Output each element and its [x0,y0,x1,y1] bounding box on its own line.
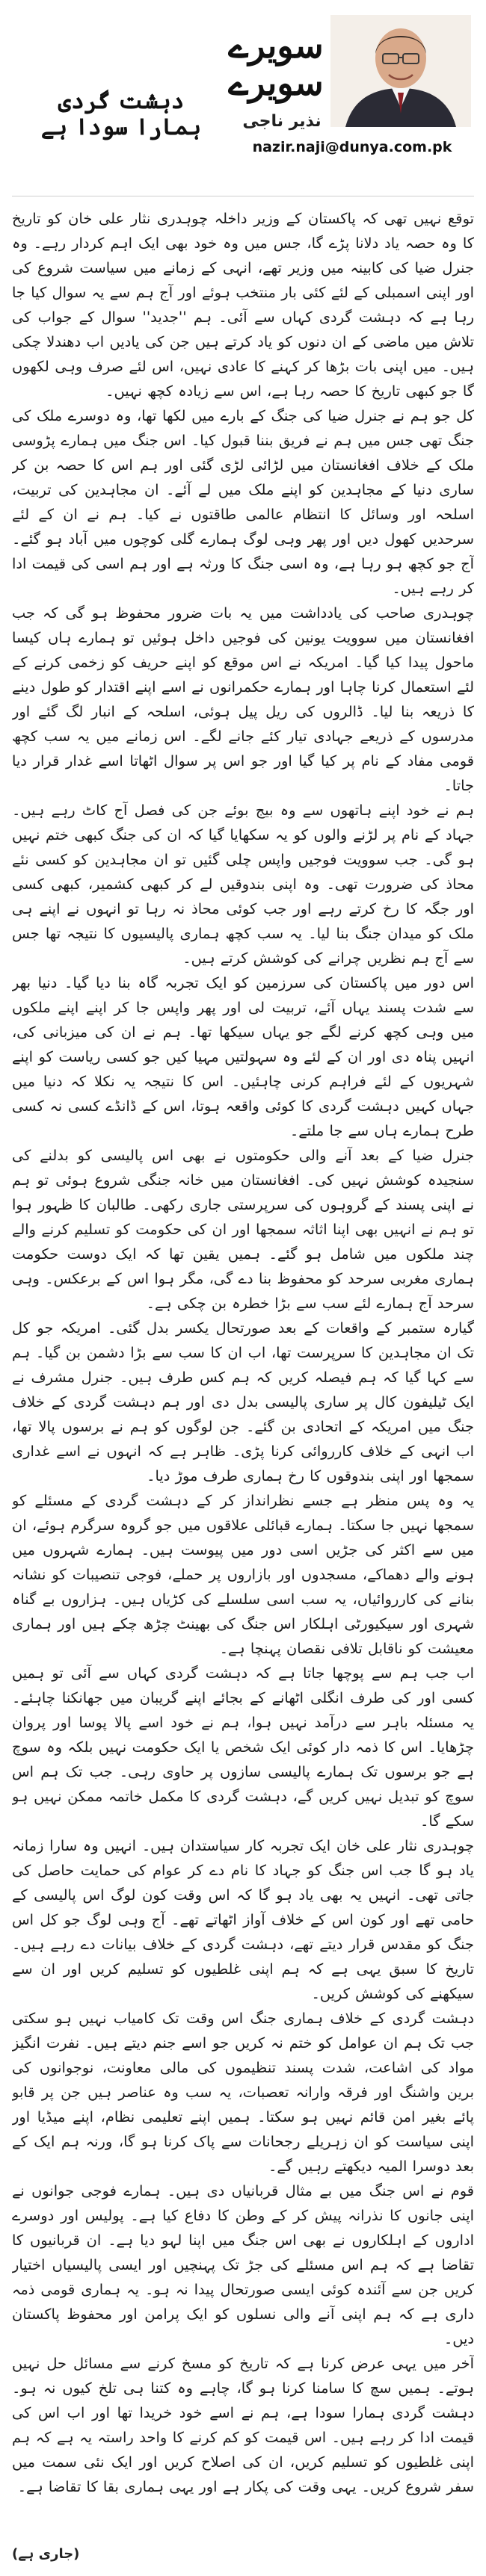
article-paragraph: آخر میں یہی عرض کرنا ہے کہ تاریخ کو مسخ کرنے سے مسائل حل نہیں ہوتے۔ ہمیں سچ کا سامنا کرنا ہو گا، چاہے وہ کتنا ہی تلخ کیوں نہ ہو۔ دہشت گردی ہمارا سودا ہے، ہم نے اسے خود خریدا تھا اور اب اس کی قیمت ادا کر رہے ہیں۔ اس قیمت کو کم کرنے کا واحد راستہ یہ ہے کہ ہم اپنی غلطیوں کو تسلیم کریں، ان کی اصلاح کریں اور ایک نئی سمت میں سفر شروع کریں۔ یہی وقت کی پکار ہے اور یہی ہماری بقا کا تقاضا ہے۔ [12,2355,474,2495]
article-paragraph: گیارہ ستمبر کے واقعات کے بعد صورتحال یکسر بدل گئی۔ امریکہ جو کل تک ان مجاہدین کا سرپرست تھا، اب ان کا سب سے بڑا دشمن بن گیا۔ ہم سے کہا گیا کہ ہم فیصلہ کریں کہ ہم کس طرف ہیں۔ جنرل مشرف نے ایک ٹیلیفون کال پر ساری پالیسی بدل دی اور ہم دہشت گردی کے خلاف جنگ میں امریکہ کے اتحادی بن گئے۔ جن لوگوں کو ہم نے برسوں پالا تھا، اب انہی کے خلاف کارروائی کرنا پڑی۔ ظاہر ہے کہ انہوں نے اسے غداری سمجھا اور اپنی بندوقوں کا رخ ہماری طرف موڑ دیا۔ [12,1319,474,1484]
article-paragraph: چوہدری صاحب کی یادداشت میں یہ بات ضرور محفوظ ہو گی کہ جب افغانستان میں سوویت یونین کی فوجیں داخل ہوئیں تو ہمارے ہاں کیسا ماحول پیدا کیا گیا۔ امریکہ نے اس موقع کو اپنے حریف کو زخمی کرنے کے لئے استعمال کرنا چاہا اور ہمارے حکمرانوں نے اسے اپنے اقتدار کو طول دینے کا ذریعہ بنا لیا۔ ڈالروں کی ریل پیل ہوئی، اسلحہ کے انبار لگ گئے اور مدرسوں کے ذریعے جہادی تیار کئے جانے لگے۔ اس زمانے میں یہ سب کچھ قومی مفاد کے نام پر کیا گیا اور جو اس پر سوال اٹھاتا اسے غدار قرار دیا جاتا۔ [12,604,474,794]
article-paragraph: چوہدری نثار علی خان ایک تجربہ کار سیاستدان ہیں۔ انہیں وہ سارا زمانہ یاد ہو گا جب اس جنگ کو جہاد کا نام دے کر عوام کی حمایت حاصل کی جاتی تھی۔ انہیں یہ بھی یاد ہو گا کہ اس وقت کون لوگ اس پالیسی کے حامی تھے اور کون اس کے خلاف آواز اٹھاتے تھے۔ آج وہی لوگ جو کل اس جنگ کو مقدس قرار دیتے تھے، دہشت گردی کے خلاف بیانات دے رہے ہیں۔ تاریخ کا سبق یہی ہے کہ ہم اپنی غلطیوں کو تسلیم کریں اور ان سے سیکھنے کی کوشش کریں۔ [12,1837,474,2002]
column-header [12,0,474,196]
columnist-portrait-icon [330,15,471,127]
article-paragraph: جنرل ضیا کے بعد آنے والی حکومتوں نے بھی اس پالیسی کو بدلنے کی سنجیدہ کوشش نہیں کی۔ افغانستان میں خانہ جنگی شروع ہوئی تو ہم نے اپنی پسند کے گروہوں کی سرپرستی جاری رکھی۔ طالبان کا ظہور ہوا تو ہم نے انہیں بھی اپنا اثاثہ سمجھا اور ان کی حکومت کو تسلیم کرنے والے چند ملکوں میں شامل ہو گئے۔ ہمیں یقین تھا کہ ایک دوست حکومت ہماری مغربی سرحد کو محفوظ بنا دے گی، مگر ہوا اس کے برعکس۔ وہی سرحد آج ہمارے لئے سب سے بڑا خطرہ بن چکی ہے۔ [12,1147,474,1312]
column-brand-logo [220,25,332,108]
article-body [12,206,474,2545]
article-paragraph: قوم نے اس جنگ میں بے مثال قربانیاں دی ہیں۔ ہمارے فوجی جوانوں نے اپنی جانوں کا نذرانہ پیش کر کے وطن کا دفاع کیا ہے۔ پولیس اور دوسرے اداروں کے اہلکاروں نے بھی اس جنگ میں اپنا لہو دیا ہے۔ ان قربانیوں کا تقاضا ہے کہ ہم اس مسئلے کی جڑ تک پہنچیں اور ایسی پالیسیاں اختیار کریں جن سے آئندہ کوئی ایسی صورتحال پیدا نہ ہو۔ یہ ہماری قومی ذمہ داری ہے کہ ہم اپنی آنے والی نسلوں کو ایک پرامن اور محفوظ پاکستان دیں۔ [12,2182,474,2347]
article-paragraph: کل جو ہم نے جنرل ضیا کی جنگ کے بارے میں لکھا تھا، وہ دوسرے ملک کی جنگ تھی جس میں ہم نے فریق بننا قبول کیا۔ اس جنگ میں ہمارے پڑوسی ملک کے خلاف افغانستان میں لڑائی لڑی گئی اور ہم اس کا حصہ بن کر ساری دنیا کے مجاہدین کو اپنے ملک میں لے آئے۔ ان مجاہدین کی تربیت، اسلحہ اور وسائل کا انتظام عالمی طاقتوں نے کیا۔ ہم نے ان کے لئے سرحدیں کھول دیں اور پھر وہی لوگ ہمارے گلی کوچوں میں آباد ہو گئے۔ آج جو کچھ ہو رہا ہے، وہ اسی جنگ کا ورثہ ہے اور ہم اسی کی قیمت ادا کر رہے ہیں۔ [12,407,474,597]
author-email: nazir.naji@dunya.com.pk [252,139,452,155]
column-brand-line-1: سویرے [228,25,324,66]
author-name: نذیر ناجی [242,112,322,131]
article-paragraph: اس دور میں پاکستان کی سرزمین کو ایک تجربہ گاہ بنا دیا گیا۔ دنیا بھر سے شدت پسند یہاں آئے، تربیت لی اور پھر واپس جا کر اپنے اپنے ملکوں میں وہی کچھ کرنے لگے جو یہاں سیکھا تھا۔ ہم نے ان کی میزبانی کی، انہیں پناہ دی اور ان کے لئے وہ سہولتیں مہیا کیں جو کسی ریاست کو اپنے شہریوں کے لئے فراہم کرنی چاہئیں۔ اس کا نتیجہ یہ نکلا کہ دنیا میں جہاں کہیں دہشت گردی کا کوئی واقعہ ہوتا، اس کے ڈانڈے کسی نہ کسی طرح ہمارے ہاں سے جا ملتے۔ [12,974,474,1139]
column-brand-line-2: سویرے [228,63,324,103]
article-paragraph: اب جب ہم سے پوچھا جاتا ہے کہ دہشت گردی کہاں سے آئی تو ہمیں کسی اور کی طرف انگلی اٹھانے کے بجائے اپنے گریبان میں جھانکنا چاہئے۔ یہ مسئلہ باہر سے درآمد نہیں ہوا، ہم نے خود اسے پالا پوسا اور پروان چڑھایا۔ اس کا ذمہ دار کوئی ایک شخص یا ایک حکومت نہیں بلکہ وہ سوچ ہے جو برسوں تک ہمارے پالیسی سازوں پر حاوی رہی۔ جب تک ہم اس سوچ کو تبدیل نہیں کریں گے، دہشت گردی کا مکمل خاتمہ ممکن نہیں ہو سکے گا۔ [12,1665,474,1830]
columnist-photo [330,15,471,127]
article-paragraph: دہشت گردی کے خلاف ہماری جنگ اس وقت تک کامیاب نہیں ہو سکتی جب تک ہم ان عوامل کو ختم نہ کریں جو اسے جنم دیتے ہیں۔ نفرت انگیز مواد کی اشاعت، شدت پسند تنظیموں کی مالی معاونت، نوجوانوں کی برین واشنگ اور فرقہ وارانہ تعصبات، یہ سب وہ عناصر ہیں جن پر قابو پائے بغیر امن قائم نہیں ہو سکتا۔ ہمیں اپنے تعلیمی نظام، اپنے میڈیا اور اپنی سیاست کو ان زہریلے رجحانات سے پاک کرنا ہو گا، ورنہ ہم ایک کے بعد دوسرا المیہ دیکھتے رہیں گے۔ [12,2010,474,2175]
article-title: دہشت گردی ہمارا سودا ہے [40,88,202,141]
article-paragraph: یہ وہ پس منظر ہے جسے نظرانداز کر کے دہشت گردی کے مسئلے کو سمجھا نہیں جا سکتا۔ ہمارے قبائلی علاقوں میں جو گروہ سرگرم ہوئے، ان میں سے اکثر کی جڑیں اسی دور میں پیوست ہیں۔ ہمارے شہروں میں ہونے والے دھماکے، مسجدوں اور بازاروں پر حملے، فوجی تنصیبات کو نشانہ بنانے کی کارروائیاں، یہ سب اسی سلسلے کی کڑیاں ہیں۔ ہزاروں بے گناہ شہری اور سیکیورٹی اہلکار اس جنگ کی بھینٹ چڑھ چکے ہیں اور ہماری معیشت کو ناقابل تلافی نقصان پہنچا ہے۔ [12,1492,474,1657]
article-paragraph: ہم نے خود اپنے ہاتھوں سے وہ بیج بوئے جن کی فصل آج کاٹ رہے ہیں۔ جہاد کے نام پر لڑنے والوں کو یہ سکھایا گیا کہ ان کی جنگ کبھی ختم نہیں ہو گی۔ جب سوویت فوجیں واپس چلی گئیں تو ان مجاہدین کو کسی نئے محاذ کی ضرورت تھی۔ وہ اپنی بندوقیں لے کر کبھی کشمیر، کبھی کسی اور جگہ کا رخ کرتے رہے اور جب کوئی محاذ نہ رہا تو انہوں نے اپنے ہی ملک کو میدان جنگ بنا لیا۔ یہ سب کچھ ہماری پالیسیوں کا نتیجہ تھا جس سے آج ہم نظریں چرانے کی کوشش کرتے ہیں۔ [12,802,474,967]
continued-note: (جاری ہے) [12,2546,80,2562]
article-paragraph: توقع نہیں تھی کہ پاکستان کے وزیر داخلہ چوہدری نثار علی خان کو تاریخ کا وہ حصہ یاد دلانا پڑے گا، جس میں وہ خود بھی ایک اہم کردار رہے۔ وہ جنرل ضیا کی کابینہ میں وزیر تھے، انہی کے زمانے میں سیاست شروع کی اور اپنی اسمبلی کے لئے کئی بار منتخب ہوئے اور آج ہم سے یہ سوال کیا جا رہا ہے کہ دہشت گردی کہاں سے آئی۔ ہم ''جدید'' سوال کے جواب کی تلاش میں ماضی کے ان دنوں کو یاد کرتے ہیں جن کی یادیں اب دھندلا چکی ہیں۔ میں اپنی بات بڑھا کر کہنے کا عادی نہیں، اس لئے صرف وہی لکھوں گا جو کبھی تاریخ کا حصہ رہا ہے، اس سے زیادہ کچھ نہیں۔ [12,210,474,400]
